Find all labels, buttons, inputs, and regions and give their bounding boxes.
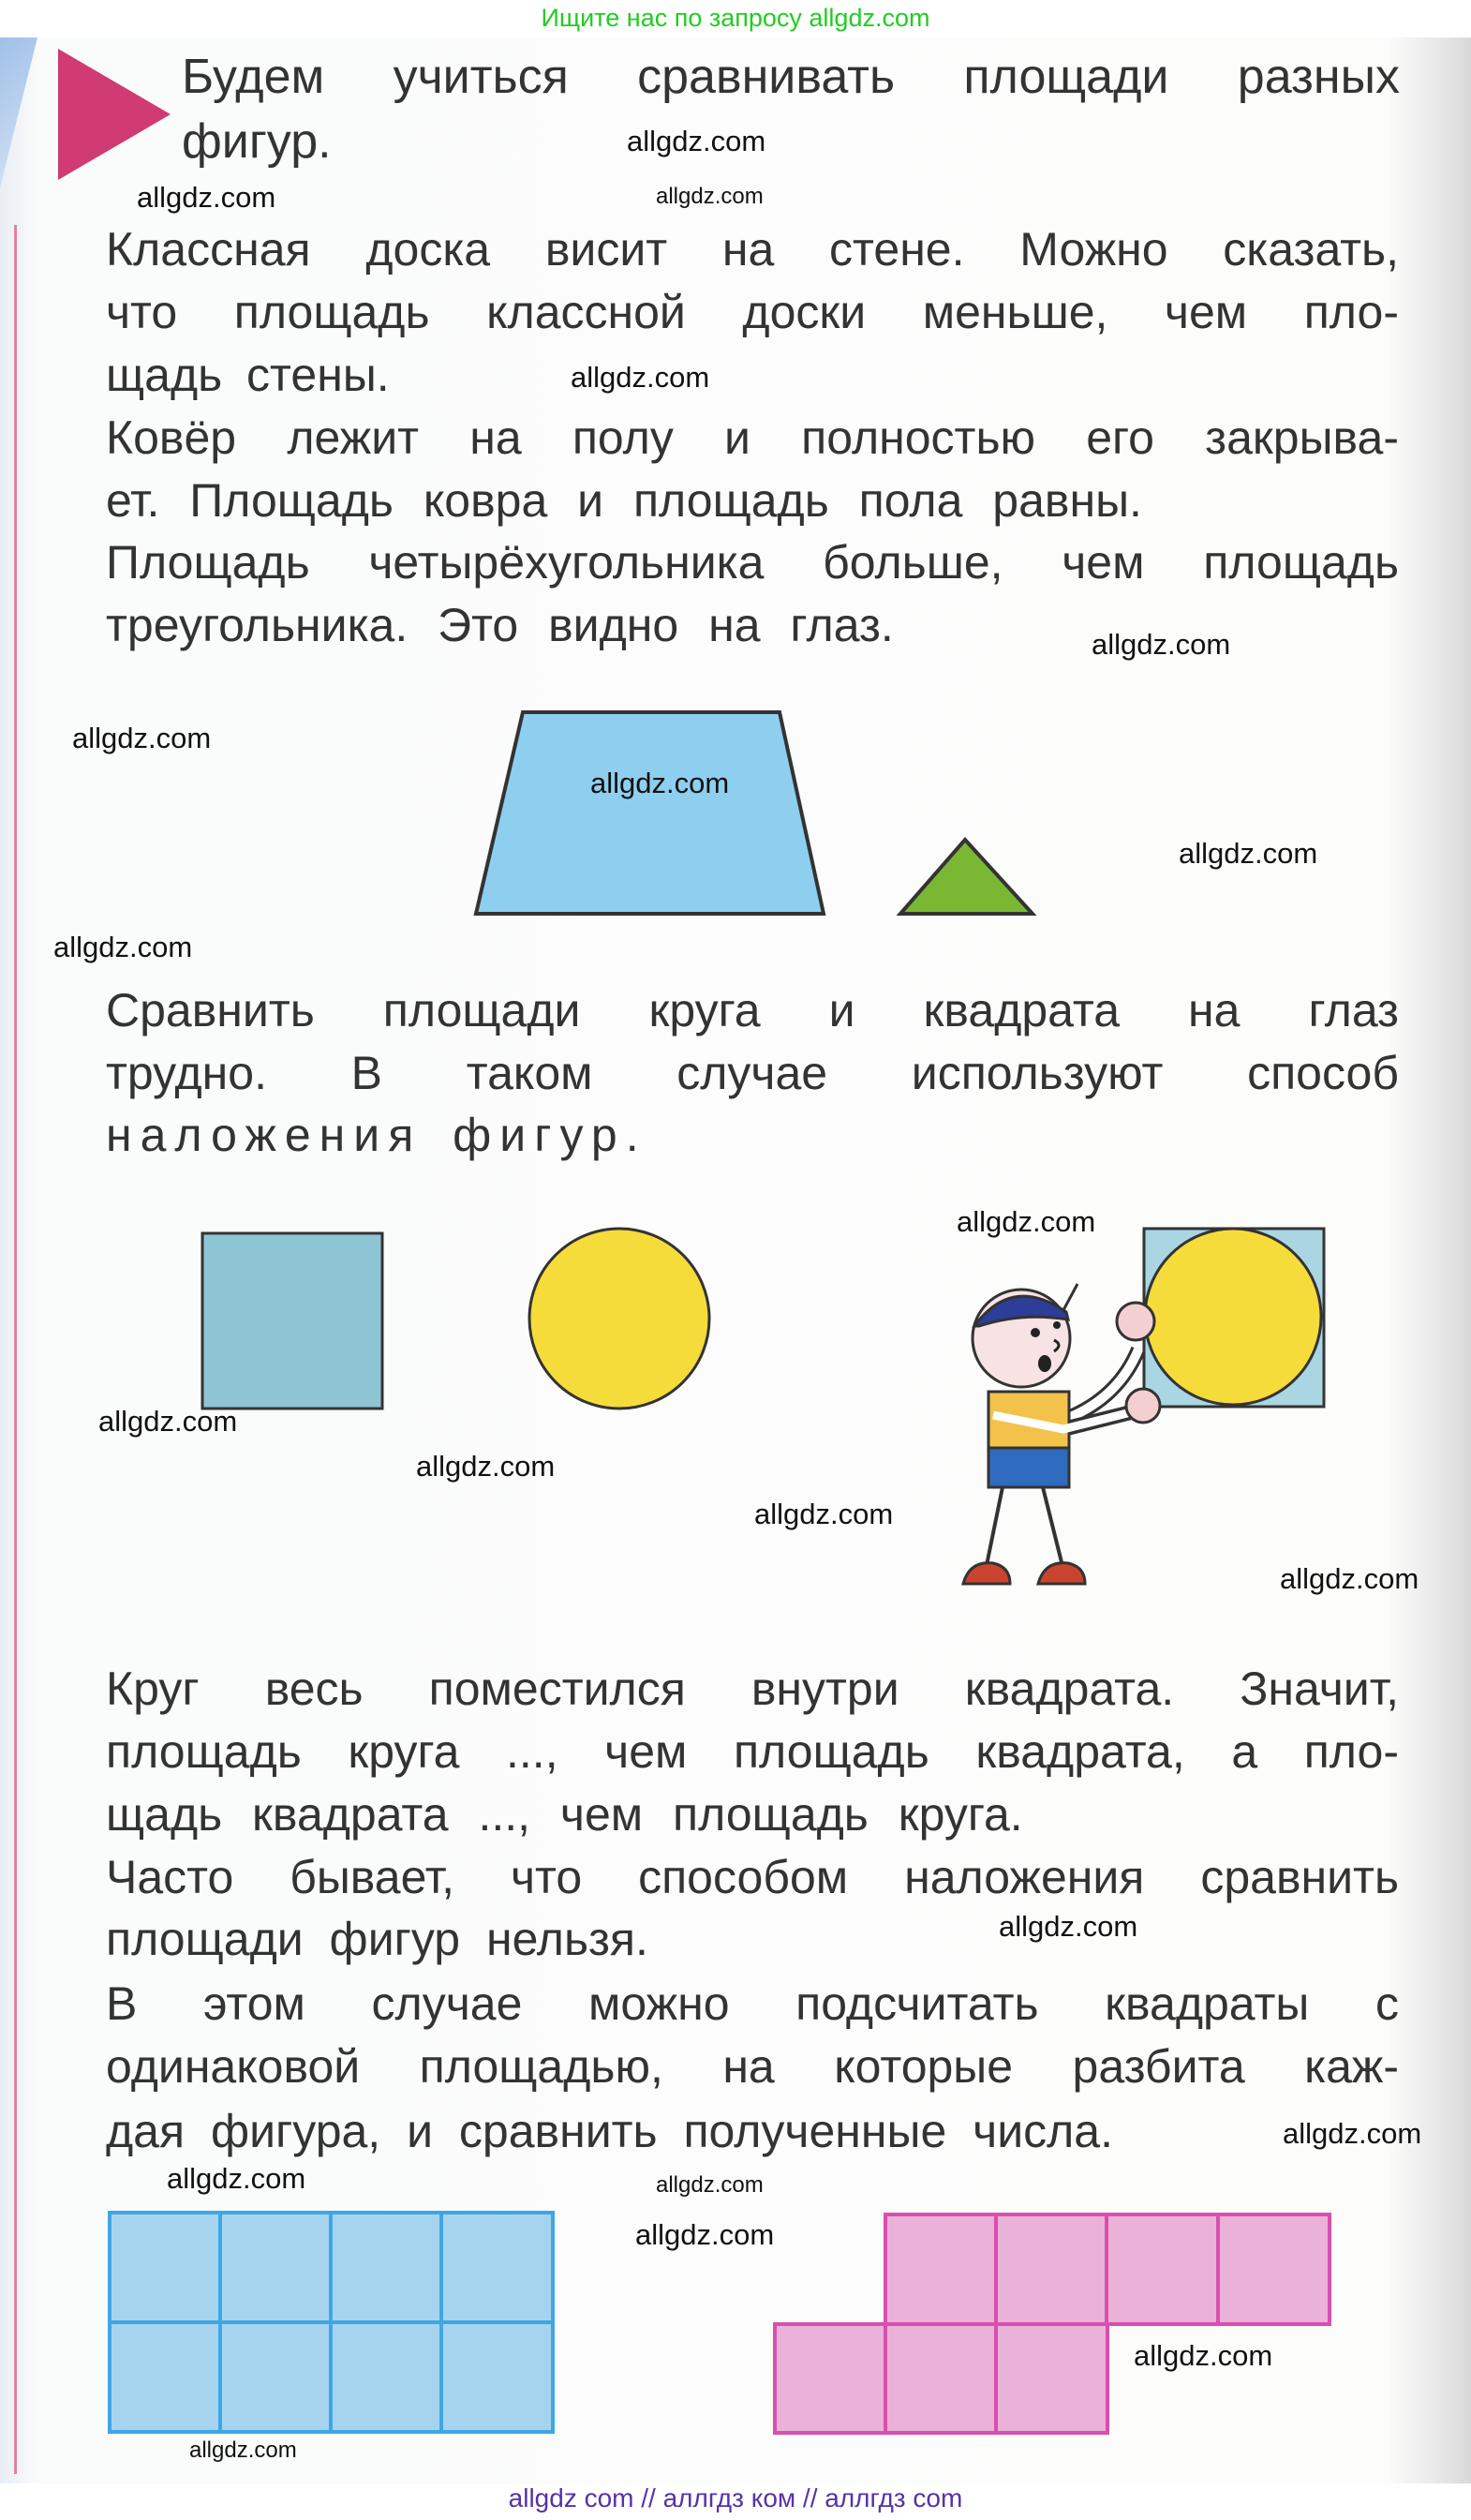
paragraph-line: Классная доска висит на стене. Можно сказать, <box>106 223 1399 276</box>
boy-illustration <box>963 1229 1324 1584</box>
square-shape <box>202 1233 382 1409</box>
watermark: allgdz.com <box>98 1405 238 1438</box>
watermark: allgdz.com <box>53 931 193 963</box>
watermark: allgdz.com <box>1092 628 1231 661</box>
paragraph-line: дая фигура, и сравнить полученные числа. <box>106 2105 1114 2157</box>
heading-line: Будем учиться сравнивать площади разных <box>182 50 1400 104</box>
watermark: allgdz.com <box>999 1910 1138 1943</box>
heading-line: фигур. <box>182 114 332 169</box>
watermark: allgdz.com <box>72 722 212 754</box>
search-banner[interactable]: Ищите нас по запросу allgdz.com <box>541 4 930 32</box>
blue-grid-figure <box>110 2213 553 2432</box>
watermark: allgdz.com <box>1179 837 1318 870</box>
paragraph-line: Круг весь поместился внутри квадрата. Значит, <box>106 1663 1399 1715</box>
watermark: allgdz.com <box>189 2438 297 2463</box>
watermark: allgdz.com <box>1134 2339 1273 2372</box>
paragraph-line: площадь круга ..., чем площадь квадрата, а пло- <box>106 1725 1399 1778</box>
paragraph-line: Часто бывает, что способом наложения сравнить <box>106 1851 1399 1903</box>
watermark: allgdz.com <box>590 767 730 799</box>
paragraph-line: одинаковой площадью, на которые разбита каж- <box>106 2040 1399 2093</box>
watermark: allgdz.com <box>1280 1562 1419 1595</box>
watermark: allgdz.com <box>571 361 710 394</box>
trapezoid-shape <box>476 712 824 914</box>
watermark: allgdz.com <box>416 1450 556 1483</box>
watermark: allgdz.com <box>656 184 764 209</box>
watermark: allgdz.com <box>627 125 766 157</box>
watermark: allgdz.com <box>957 1205 1096 1238</box>
watermark: allgdz.com <box>656 2172 764 2198</box>
paragraph-line: Площадь четырёхугольника больше, чем площадь <box>106 536 1399 589</box>
paragraph-line: ет. Площадь ковра и площадь пола равны. <box>106 474 1142 527</box>
watermark: allgdz.com <box>754 1498 894 1530</box>
paragraph-line: щадь квадрата ..., чем площадь круга. <box>106 1788 1023 1841</box>
paragraph-line: Ковёр лежит на полу и полностью его закрыва- <box>106 411 1399 464</box>
paragraph-line: щадь стены. <box>106 349 390 401</box>
paragraph-line: трудно. В таком случае используют способ <box>106 1047 1399 1099</box>
paragraph-line: В этом случае можно подсчитать квадраты с <box>106 1977 1399 2030</box>
watermark: allgdz.com <box>167 2162 306 2195</box>
paragraph-line: площади фигур нельзя. <box>106 1913 648 1965</box>
paragraph-line: что площадь классной доски меньше, чем пло- <box>106 286 1399 338</box>
watermark: allgdz.com <box>137 181 276 214</box>
pink-grid-figure <box>775 2214 1330 2433</box>
paragraph-line: наложения фигур. <box>106 1109 647 1161</box>
paragraph-line: треугольника. Это видно на глаз. <box>106 599 894 651</box>
circle-shape <box>529 1229 709 1409</box>
footer-links[interactable]: allgdz com // аллгдз ком // аллгдз com <box>508 2483 963 2513</box>
watermark: allgdz.com <box>635 2218 775 2251</box>
triangle-shape <box>900 840 1033 914</box>
watermark: allgdz.com <box>1283 2117 1422 2150</box>
paragraph-line: Сравнить площади круга и квадрата на глаз <box>106 984 1399 1036</box>
